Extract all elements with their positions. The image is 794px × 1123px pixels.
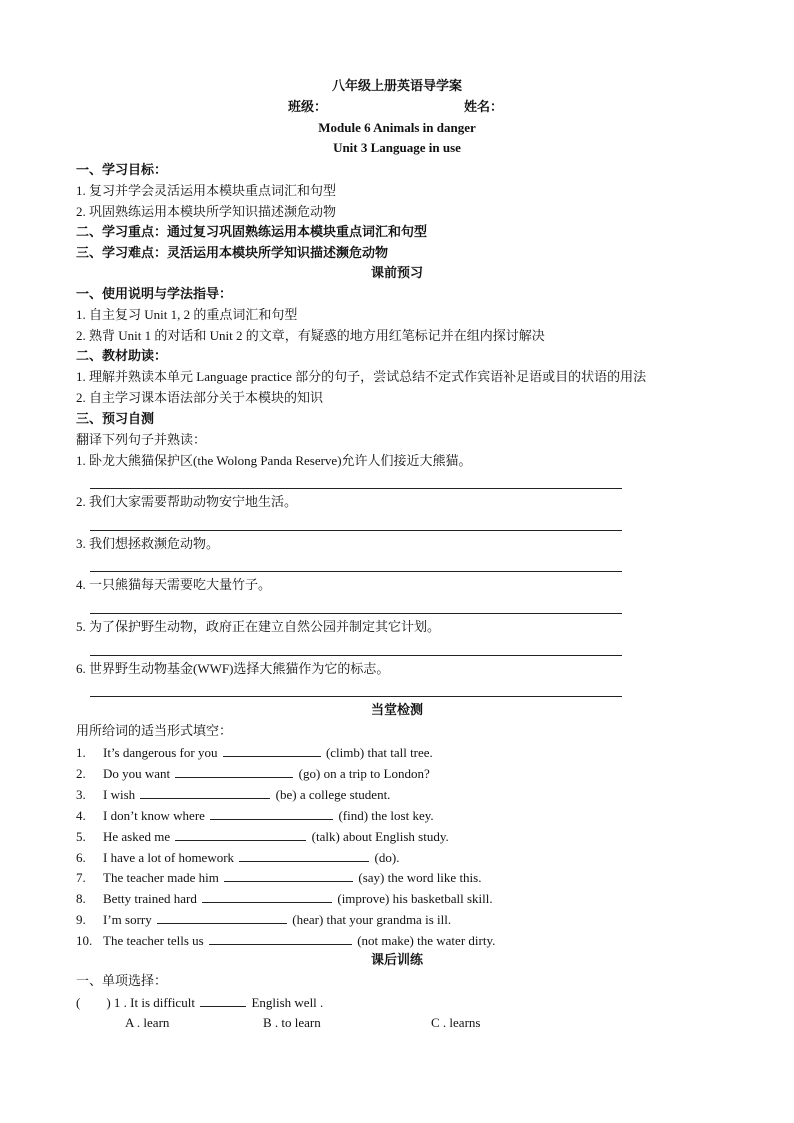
fill-blank[interactable] bbox=[157, 911, 287, 924]
item-text-after: (improve) his basketball skill. bbox=[337, 891, 493, 906]
difficulties: 三、学习难点：灵活运用本模块所学知识描述濒危动物 bbox=[76, 245, 389, 260]
fill-blank[interactable] bbox=[175, 765, 293, 778]
translation-sentence: 4. 一只熊猫每天需要吃大量竹子。 bbox=[76, 577, 272, 592]
worksheet-title: 八年级上册英语导学案 bbox=[331, 78, 462, 93]
unit-title: Unit 3 Language in use bbox=[333, 140, 461, 155]
mc-question bbox=[76, 994, 323, 1011]
fill-item bbox=[76, 869, 481, 886]
fill-blank[interactable] bbox=[175, 828, 306, 841]
translation-sentence: 2. 我们大家需要帮助动物安宁地生活。 bbox=[76, 494, 298, 509]
answer-line[interactable] bbox=[90, 488, 622, 489]
item-number: 9. bbox=[76, 912, 86, 927]
item-text-before: I have a lot of homework bbox=[103, 850, 235, 865]
item-text-before: The teacher made him bbox=[103, 870, 219, 885]
answer-paren[interactable]: ( ) bbox=[76, 995, 111, 1010]
mc-heading: 一、单项选择： bbox=[76, 973, 168, 988]
objective-item: 1. 复习并学会灵活运用本模块重点词汇和句型 bbox=[76, 183, 337, 198]
item-number: 7. bbox=[76, 870, 86, 885]
afterclass-section-title: 课后训练 bbox=[370, 952, 423, 967]
inclass-section-title: 当堂检测 bbox=[370, 702, 423, 717]
translation-sentence: 1. 卧龙大熊猫保护区(the Wolong Panda Reserve)允许人们接近大熊猫。 bbox=[76, 453, 472, 468]
answer-line[interactable] bbox=[90, 696, 622, 697]
item-text-after: (talk) about English study. bbox=[311, 829, 449, 844]
selftest-heading: 三、预习自测 bbox=[76, 411, 155, 426]
fill-item bbox=[76, 932, 495, 949]
item-number: 3. bbox=[76, 787, 86, 802]
fill-blank[interactable] bbox=[200, 994, 246, 1007]
item-text-after: (not make) the water dirty. bbox=[357, 933, 496, 948]
item-text-before: It’s dangerous for you bbox=[103, 745, 218, 760]
item-number: 4. bbox=[76, 808, 86, 823]
fill-item bbox=[76, 849, 399, 866]
option-c[interactable]: C . learns bbox=[431, 1015, 481, 1030]
usage-item: 2. 熟背 Unit 1 的对话和 Unit 2 的文章，有疑惑的地方用红笔标记并在组内探讨解决 bbox=[76, 328, 545, 343]
item-text-after: (do). bbox=[374, 850, 400, 865]
item-number: 6. bbox=[76, 850, 86, 865]
item-text-before: I wish bbox=[103, 787, 136, 802]
question-stem-end: English well . bbox=[251, 995, 324, 1010]
item-text-before: He asked me bbox=[103, 829, 171, 844]
translation-sentence: 3. 我们想拯救濒危动物。 bbox=[76, 536, 220, 551]
item-number: 5. bbox=[76, 829, 86, 844]
objectives-heading: 一、学习目标： bbox=[76, 162, 168, 177]
fill-item bbox=[76, 765, 430, 782]
answer-line[interactable] bbox=[90, 571, 622, 572]
item-text-before: I don’t know where bbox=[103, 808, 205, 823]
item-number: 1. bbox=[76, 745, 86, 760]
aids-item: 2. 自主学习课本语法部分关于本模块的知识 bbox=[76, 390, 324, 405]
fill-item bbox=[76, 828, 449, 845]
answer-line[interactable] bbox=[90, 655, 622, 656]
aids-item: 1. 理解并熟读本单元 Language practice 部分的句子，尝试总结不定式作宾语补足语或目的状语的用法 bbox=[76, 369, 647, 384]
item-text-after: (be) a college student. bbox=[275, 787, 391, 802]
fill-item bbox=[76, 911, 451, 928]
fill-item bbox=[76, 890, 493, 907]
item-number: 8. bbox=[76, 891, 86, 906]
answer-line[interactable] bbox=[90, 613, 622, 614]
fill-blank[interactable] bbox=[210, 807, 333, 820]
fill-instruction: 用所给词的适当形式填空： bbox=[76, 723, 233, 738]
question-stem: 1 . It is difficult bbox=[113, 995, 195, 1010]
fill-blank[interactable] bbox=[224, 869, 353, 882]
objective-item: 2. 巩固熟练运用本模块所学知识描述濒危动物 bbox=[76, 204, 337, 219]
fill-item bbox=[76, 786, 390, 803]
name-label: 姓名： bbox=[464, 99, 504, 114]
translation-sentence: 6. 世界野生动物基金(WWF)选择大熊猫作为它的标志。 bbox=[76, 661, 390, 676]
item-text-before: I’m sorry bbox=[103, 912, 152, 927]
key-points: 二、学习重点：通过复习巩固熟练运用本模块重点词汇和句型 bbox=[76, 224, 428, 239]
item-text-before: The teacher tells us bbox=[103, 933, 204, 948]
fill-item bbox=[76, 807, 434, 824]
usage-item: 1. 自主复习 Unit 1, 2 的重点词汇和句型 bbox=[76, 307, 298, 322]
item-number: 2. bbox=[76, 766, 86, 781]
item-text-after: (go) on a trip to London? bbox=[298, 766, 430, 781]
usage-heading: 一、使用说明与学法指导： bbox=[76, 286, 233, 301]
item-number: 10. bbox=[76, 933, 93, 948]
answer-line[interactable] bbox=[90, 530, 622, 531]
item-text-after: (find) the lost key. bbox=[338, 808, 434, 823]
fill-blank[interactable] bbox=[239, 849, 369, 862]
fill-blank[interactable] bbox=[223, 744, 321, 757]
fill-blank[interactable] bbox=[140, 786, 270, 799]
module-title: Module 6 Animals in danger bbox=[318, 120, 476, 135]
class-label: 班级： bbox=[288, 99, 328, 114]
item-text-before: Betty trained hard bbox=[103, 891, 197, 906]
item-text-before: Do you want bbox=[103, 766, 171, 781]
item-text-after: (hear) that your grandma is ill. bbox=[292, 912, 452, 927]
aids-heading: 二、教材助读： bbox=[76, 348, 168, 363]
translation-sentence: 5. 为了保护野生动物，政府正在建立自然公园并制定其它计划。 bbox=[76, 619, 441, 634]
fill-blank[interactable] bbox=[209, 932, 352, 945]
fill-blank[interactable] bbox=[202, 890, 332, 903]
option-a[interactable]: A . learn bbox=[125, 1015, 170, 1030]
option-b[interactable]: B . to learn bbox=[263, 1015, 321, 1030]
preview-section-title: 课前预习 bbox=[370, 265, 423, 280]
item-text-after: (climb) that tall tree. bbox=[325, 745, 433, 760]
fill-item bbox=[76, 744, 433, 761]
translate-instruction: 翻译下列句子并熟读： bbox=[76, 432, 207, 447]
item-text-after: (say) the word like this. bbox=[358, 870, 482, 885]
